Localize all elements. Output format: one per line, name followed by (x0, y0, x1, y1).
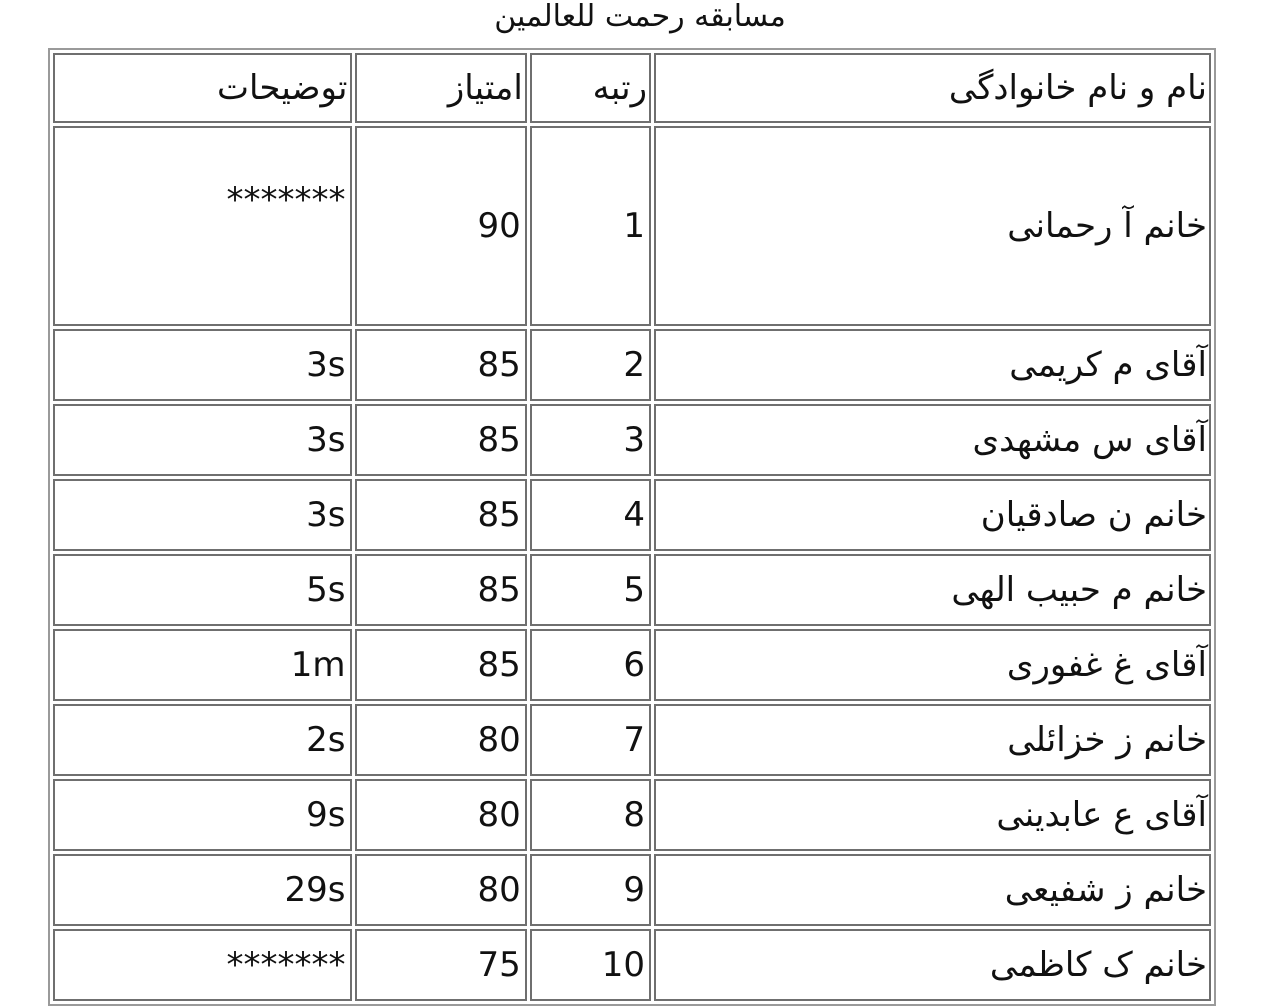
table-header-row (53, 53, 1211, 123)
cell-name: خانم ز خزائلی (654, 704, 1211, 776)
cell-rank: 9 (530, 854, 651, 926)
results-table (50, 50, 1214, 1004)
cell-name: خانم ز شفیعی (654, 854, 1211, 926)
table-row (53, 779, 1211, 851)
cell-notes: 2s (53, 704, 352, 776)
header-name: نام و نام خانوادگی (654, 53, 1211, 123)
cell-score: 85 (355, 479, 527, 551)
cell-score: 90 (355, 126, 527, 326)
cell-notes: 5s (53, 554, 352, 626)
cell-name: خانم آ رحمانی (654, 126, 1211, 326)
table-row (53, 554, 1211, 626)
cell-notes: 3s (53, 329, 352, 401)
cell-notes: ******* (53, 126, 352, 326)
cell-score: 80 (355, 779, 527, 851)
cell-rank: 5 (530, 554, 651, 626)
table-row (53, 854, 1211, 926)
table-row (53, 929, 1211, 1001)
cell-notes: 1m (53, 629, 352, 701)
cell-name: خانم ن صادقیان (654, 479, 1211, 551)
header-notes: توضیحات (53, 53, 352, 123)
header-rank: رتبه (530, 53, 651, 123)
cell-rank: 4 (530, 479, 651, 551)
cell-rank: 10 (530, 929, 651, 1001)
header-score: امتیاز (355, 53, 527, 123)
cell-rank: 1 (530, 126, 651, 326)
cell-name: آقای غ غفوری (654, 629, 1211, 701)
page-title: مسابقه رحمت للعالمین (494, 0, 786, 34)
cell-name: خانم م حبیب الهی (654, 554, 1211, 626)
cell-rank: 7 (530, 704, 651, 776)
cell-notes: ******* (53, 929, 352, 1001)
cell-rank: 6 (530, 629, 651, 701)
cell-rank: 8 (530, 779, 651, 851)
cell-score: 85 (355, 404, 527, 476)
table-row (53, 479, 1211, 551)
cell-name: آقای س مشهدی (654, 404, 1211, 476)
cell-name: خانم ک کاظمی (654, 929, 1211, 1001)
cell-notes: 3s (53, 479, 352, 551)
cell-rank: 3 (530, 404, 651, 476)
table-row (53, 704, 1211, 776)
cell-score: 85 (355, 554, 527, 626)
cell-score: 75 (355, 929, 527, 1001)
cell-notes: 29s (53, 854, 352, 926)
cell-notes: 3s (53, 404, 352, 476)
table-row (53, 629, 1211, 701)
cell-score: 85 (355, 629, 527, 701)
cell-score: 80 (355, 704, 527, 776)
cell-name: آقای م کریمی (654, 329, 1211, 401)
cell-notes: 9s (53, 779, 352, 851)
cell-name: آقای ع عابدینی (654, 779, 1211, 851)
table-row (53, 404, 1211, 476)
table-row (53, 126, 1211, 326)
cell-rank: 2 (530, 329, 651, 401)
results-table-frame (48, 48, 1216, 1006)
cell-score: 80 (355, 854, 527, 926)
table-row (53, 329, 1211, 401)
cell-score: 85 (355, 329, 527, 401)
